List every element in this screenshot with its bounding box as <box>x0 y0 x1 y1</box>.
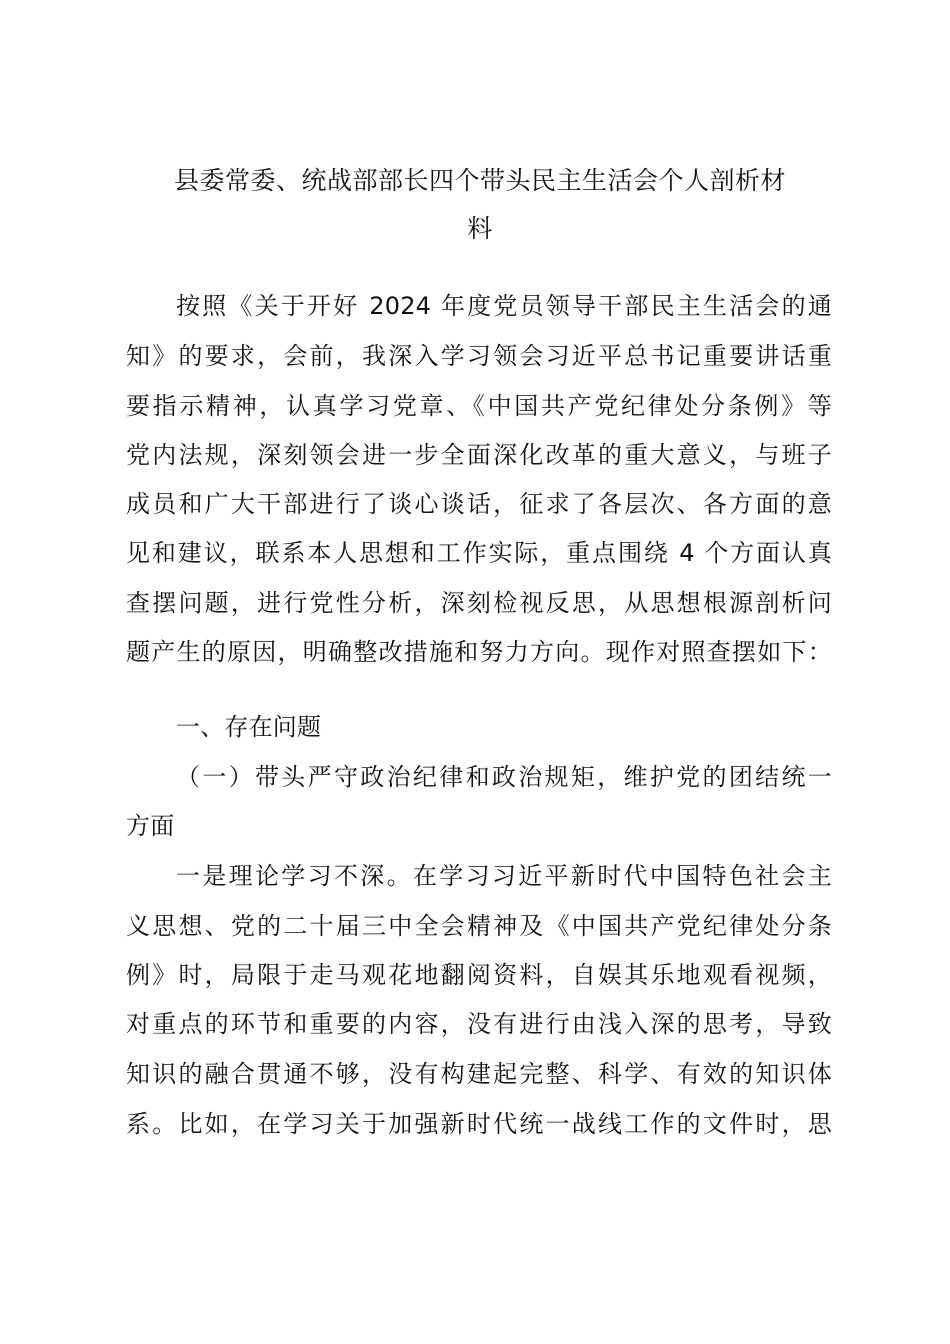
intro-paragraph-line: 要指示精神，认真学习党章、《中国共产党纪律处分条例》等 <box>126 392 832 420</box>
intro-paragraph-line: 见和建议，联系本人思想和工作实际，重点围绕 4 个方面认真 <box>126 539 832 567</box>
point-paragraph-line: 系。比如，在学习关于加强新时代统一战线工作的文件时，思 <box>126 1110 832 1138</box>
subsection-heading-line-2: 方面 <box>126 812 175 840</box>
intro-paragraph-line: 党内法规，深刻领会进一步全面深化改革的重大意义，与班子 <box>126 441 832 469</box>
intro-paragraph-line: 查摆问题，进行党性分析，深刻检视反思，从思想根源剖析问 <box>126 589 832 617</box>
point-paragraph-line: 一是理论学习不深。在学习习近平新时代中国特色社会主 <box>176 862 832 890</box>
intro-paragraph-line: 题产生的原因，明确整改措施和努力方向。现作对照查摆如下： <box>126 638 832 666</box>
document-title-line-1: 县委常委、统战部部长四个带头民主生活会个人剖析材 <box>173 166 786 195</box>
subsection-heading-line-1: （一）带头严守政治纪律和政治规矩，维护党的团结统一 <box>176 763 832 791</box>
intro-paragraph-line: 按照《关于开好 2024 年度党员领导干部民主生活会的通 <box>176 292 832 320</box>
intro-paragraph-line: 成员和广大干部进行了谈心谈话，征求了各层次、各方面的意 <box>126 490 832 518</box>
section-heading: 一、存在问题 <box>176 713 322 741</box>
point-paragraph-line: 义思想、党的二十届三中全会精神及《中国共产党纪律处分条 <box>126 912 832 940</box>
point-paragraph-line: 知识的融合贯通不够，没有构建起完整、科学、有效的知识体 <box>126 1060 832 1088</box>
document-title-line-2: 料 <box>467 214 493 243</box>
point-paragraph-line: 例》时，局限于走马观花地翻阅资料，自娱其乐地观看视频， <box>126 961 832 989</box>
point-paragraph-line: 对重点的环节和重要的内容，没有进行由浅入深的思考，导致 <box>126 1010 832 1038</box>
intro-paragraph-line: 知》的要求，会前，我深入学习领会习近平总书记重要讲话重 <box>126 342 832 370</box>
